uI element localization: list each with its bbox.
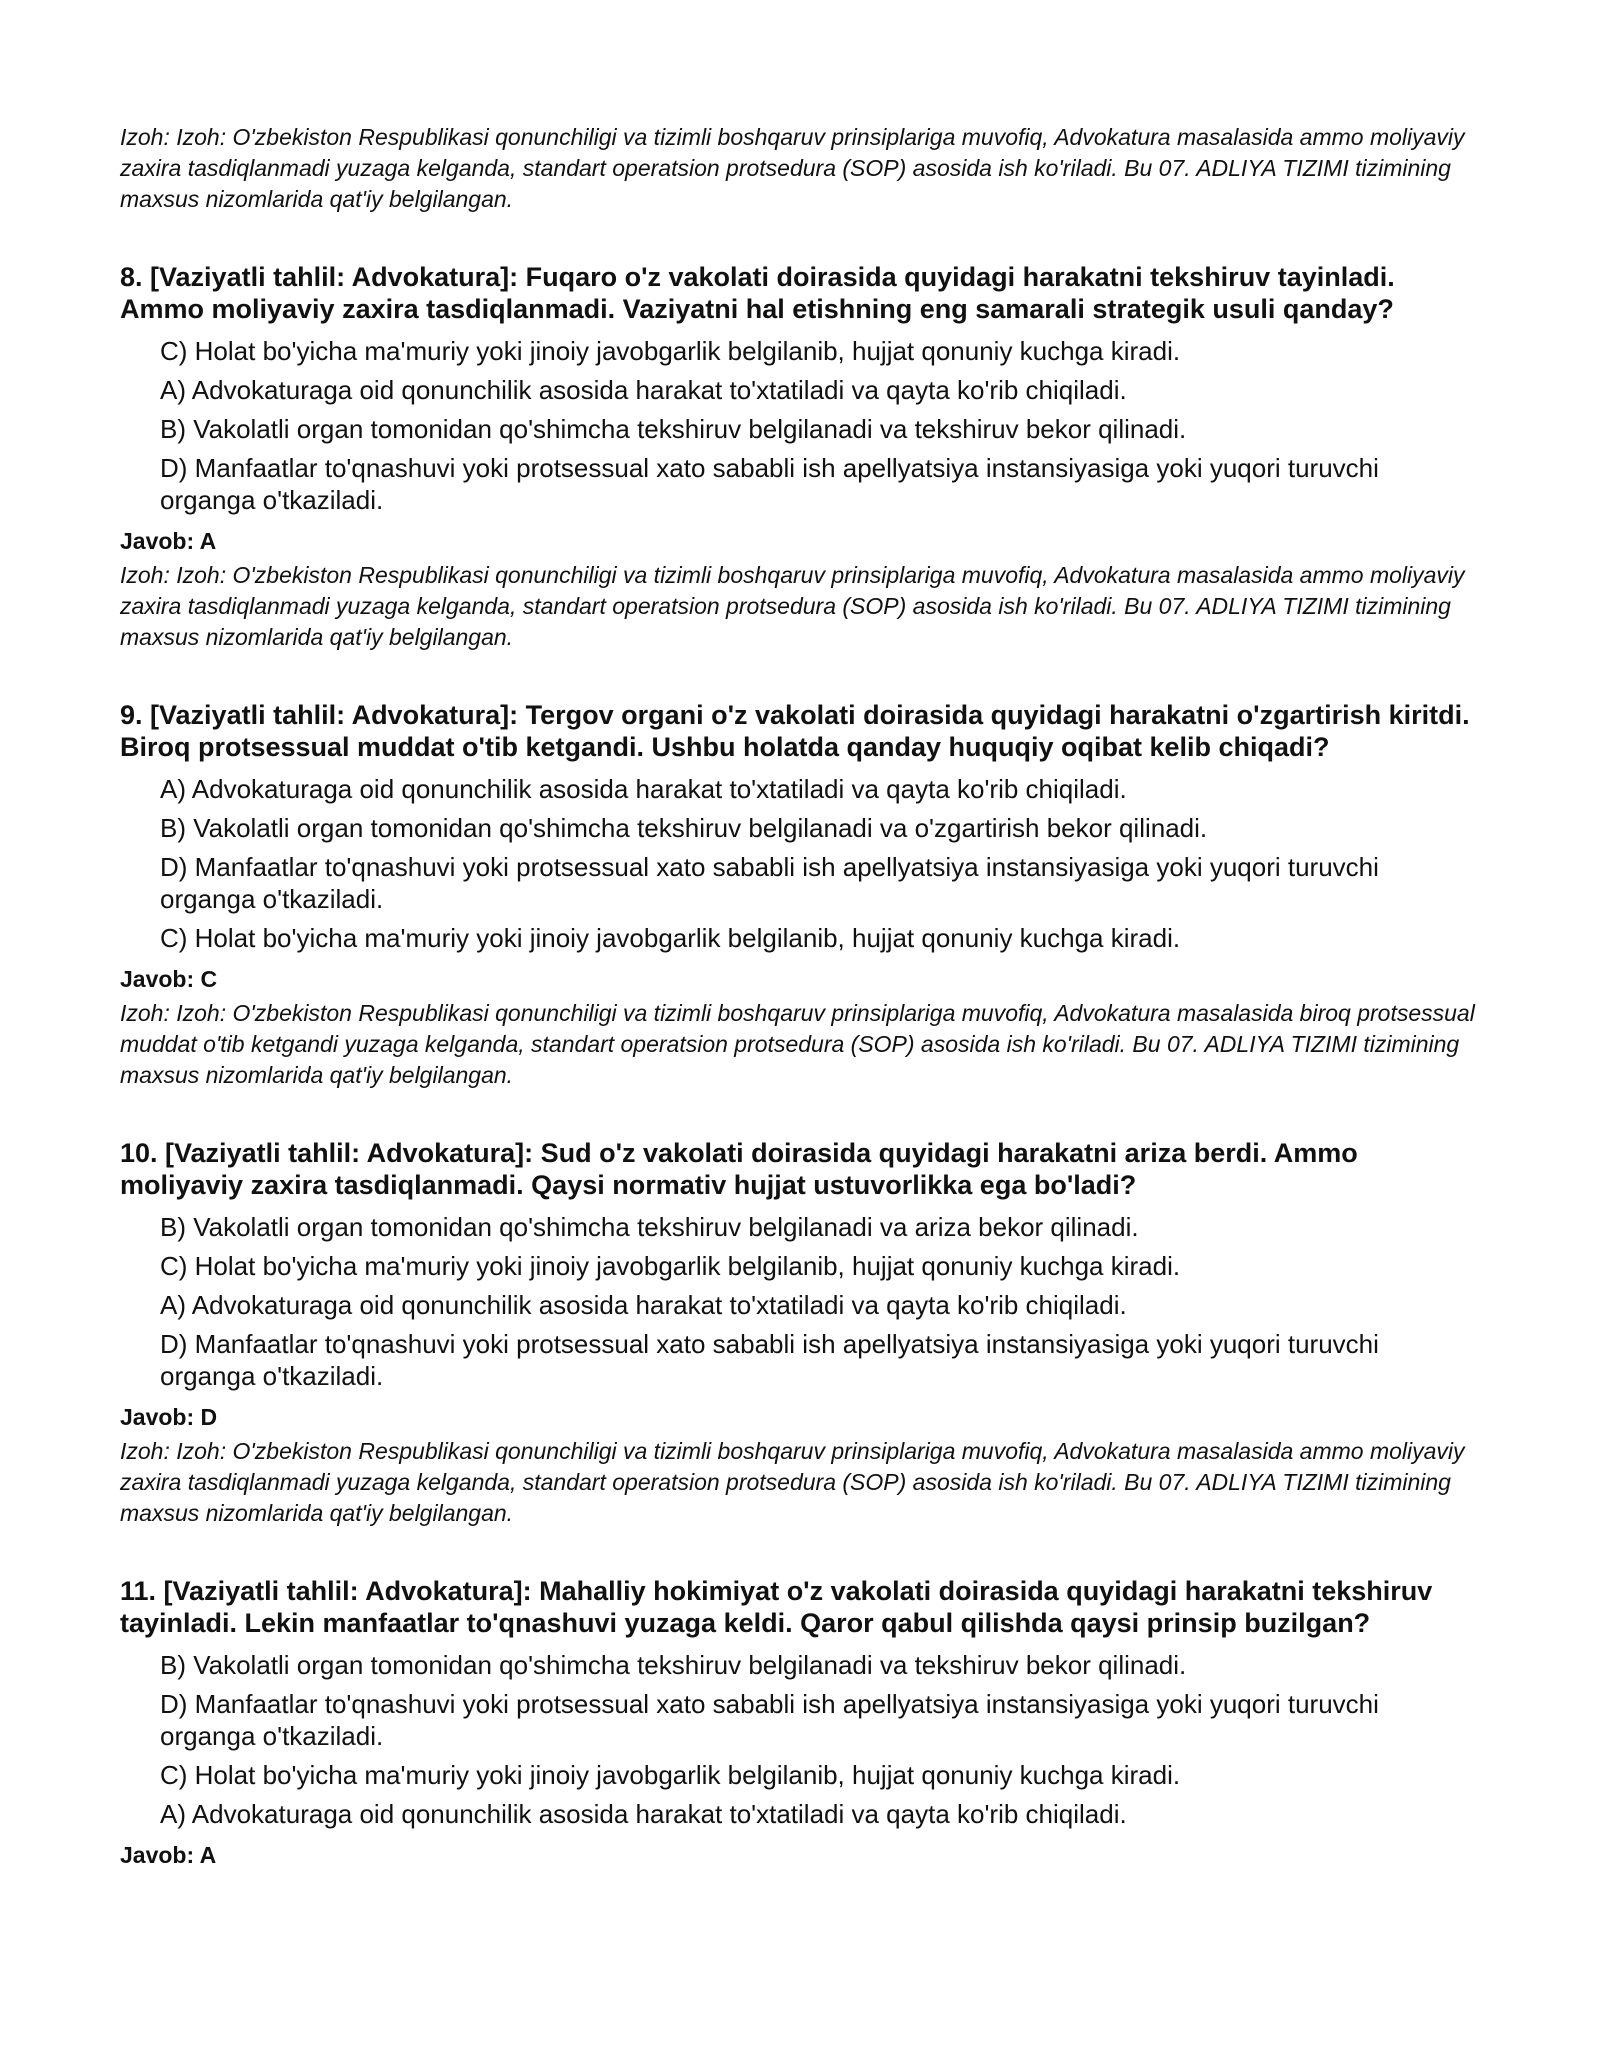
option: C) Holat bo'yicha ma'muriy yoki jinoiy javobgarlik belgilanib, hujjat qonuniy kuchga kiradi. [160, 1251, 1181, 1281]
question-text: 8. [Vaziyatli tahlil: Advokatura]: Fuqaro o'z vakolati doirasida quyidagi harakatni tekshiruv tayinladi. Ammo moliyaviy zaxira tasdiqlanmadi. Vaziyatni hal etishning eng samarali strategik usuli qanday? [120, 262, 1395, 324]
option: D) Manfaatlar to'qnashuvi yoki protsessual xato sababli ish apellyatsiya instansiyasiga yoki yuqori turuvchi organga o'tkaziladi. [160, 1329, 1379, 1391]
option-list [120, 1649, 1480, 1830]
option-list [120, 773, 1480, 954]
option: A) Advokaturaga oid qonunchilik asosida harakat to'xtatiladi va qayta ko'rib chiqiladi. [160, 774, 1127, 804]
question-text: 11. [Vaziyatli tahlil: Advokatura]: Mahalliy hokimiyat o'z vakolati doirasida quyidagi harakatni tekshiruv tayinladi. Lekin manfaatlar to'qnashuvi yuzaga keldi. Qaror qabul qilishda qaysi prinsip buzilgan? [120, 1576, 1433, 1638]
option: A) Advokaturaga oid qonunchilik asosida harakat to'xtatiladi va qayta ko'rib chiqiladi. [160, 1799, 1127, 1829]
option: D) Manfaatlar to'qnashuvi yoki protsessual xato sababli ish apellyatsiya instansiyasiga yoki yuqori turuvchi organga o'tkaziladi. [160, 852, 1379, 914]
answer: Javob: A [120, 528, 217, 554]
option: D) Manfaatlar to'qnashuvi yoki protsessual xato sababli ish apellyatsiya instansiyasiga yoki yuqori turuvchi organga o'tkaziladi. [160, 1689, 1379, 1751]
answer: Javob: D [120, 1404, 218, 1430]
answer: Javob: A [120, 1842, 217, 1868]
lead-explanation: Izoh: Izoh: O'zbekiston Respublikasi qonunchiligi va tizimli boshqaruv prinsiplariga muvofiq, Advokatura masalasida ammo moliyaviy zaxira tasdiqlanmadi yuzaga kelganda, standart operatsion protsedura (SOP) asosida ish ko'riladi. Bu 07. ADLIYA TIZIMI tizimining maxsus nizomlarida qat'iy belgilangan. [120, 124, 1465, 212]
option: B) Vakolatli organ tomonidan qo'shimcha tekshiruv belgilanadi va ariza bekor qilinadi. [160, 1212, 1139, 1242]
question-block-10 [120, 1137, 1480, 1529]
question-block-9 [120, 699, 1480, 1091]
question-block-11 [120, 1575, 1480, 1870]
option: C) Holat bo'yicha ma'muriy yoki jinoiy javobgarlik belgilanib, hujjat qonuniy kuchga kiradi. [160, 336, 1181, 366]
explanation: Izoh: Izoh: O'zbekiston Respublikasi qonunchiligi va tizimli boshqaruv prinsiplariga muvofiq, Advokatura masalasida ammo moliyaviy zaxira tasdiqlanmadi yuzaga kelganda, standart operatsion protsedura (SOP) asosida ish ko'riladi. Bu 07. ADLIYA TIZIMI tizimining maxsus nizomlarida qat'iy belgilangan. [120, 1438, 1465, 1526]
option: B) Vakolatli organ tomonidan qo'shimcha tekshiruv belgilanadi va o'zgartirish bekor qilinadi. [160, 813, 1208, 843]
option-list [120, 335, 1480, 516]
explanation: Izoh: Izoh: O'zbekiston Respublikasi qonunchiligi va tizimli boshqaruv prinsiplariga muvofiq, Advokatura masalasida biroq protsessual muddat o'tib ketgandi yuzaga kelganda, standart operatsion protsedura (SOP) asosida ish ko'riladi. Bu 07. ADLIYA TIZIMI tizimining maxsus nizomlarida qat'iy belgilangan. [120, 1000, 1475, 1088]
question-text: 10. [Vaziyatli tahlil: Advokatura]: Sud o'z vakolati doirasida quyidagi harakatni ariza berdi. Ammo moliyaviy zaxira tasdiqlanmadi. Qaysi normativ hujjat ustuvorlikka ega bo'ladi? [120, 1138, 1358, 1200]
option: B) Vakolatli organ tomonidan qo'shimcha tekshiruv belgilanadi va tekshiruv bekor qilinadi. [160, 1650, 1187, 1680]
option: A) Advokaturaga oid qonunchilik asosida harakat to'xtatiladi va qayta ko'rib chiqiladi. [160, 375, 1127, 405]
question-text: 9. [Vaziyatli tahlil: Advokatura]: Tergov organi o'z vakolati doirasida quyidagi harakatni o'zgartirish kiritdi. Biroq protsessual muddat o'tib ketgandi. Ushbu holatda qanday huquqiy oqibat kelib chiqadi? [120, 700, 1470, 762]
option: D) Manfaatlar to'qnashuvi yoki protsessual xato sababli ish apellyatsiya instansiyasiga yoki yuqori turuvchi organga o'tkaziladi. [160, 453, 1379, 515]
option: A) Advokaturaga oid qonunchilik asosida harakat to'xtatiladi va qayta ko'rib chiqiladi. [160, 1290, 1127, 1320]
option: C) Holat bo'yicha ma'muriy yoki jinoiy javobgarlik belgilanib, hujjat qonuniy kuchga kiradi. [160, 923, 1181, 953]
question-block-8 [120, 261, 1480, 653]
option-list [120, 1211, 1480, 1392]
option: C) Holat bo'yicha ma'muriy yoki jinoiy javobgarlik belgilanib, hujjat qonuniy kuchga kiradi. [160, 1760, 1181, 1790]
option: B) Vakolatli organ tomonidan qo'shimcha tekshiruv belgilanadi va tekshiruv bekor qilinadi. [160, 414, 1187, 444]
explanation: Izoh: Izoh: O'zbekiston Respublikasi qonunchiligi va tizimli boshqaruv prinsiplariga muvofiq, Advokatura masalasida ammo moliyaviy zaxira tasdiqlanmadi yuzaga kelganda, standart operatsion protsedura (SOP) asosida ish ko'riladi. Bu 07. ADLIYA TIZIMI tizimining maxsus nizomlarida qat'iy belgilangan. [120, 562, 1465, 650]
answer: Javob: C [120, 966, 218, 992]
